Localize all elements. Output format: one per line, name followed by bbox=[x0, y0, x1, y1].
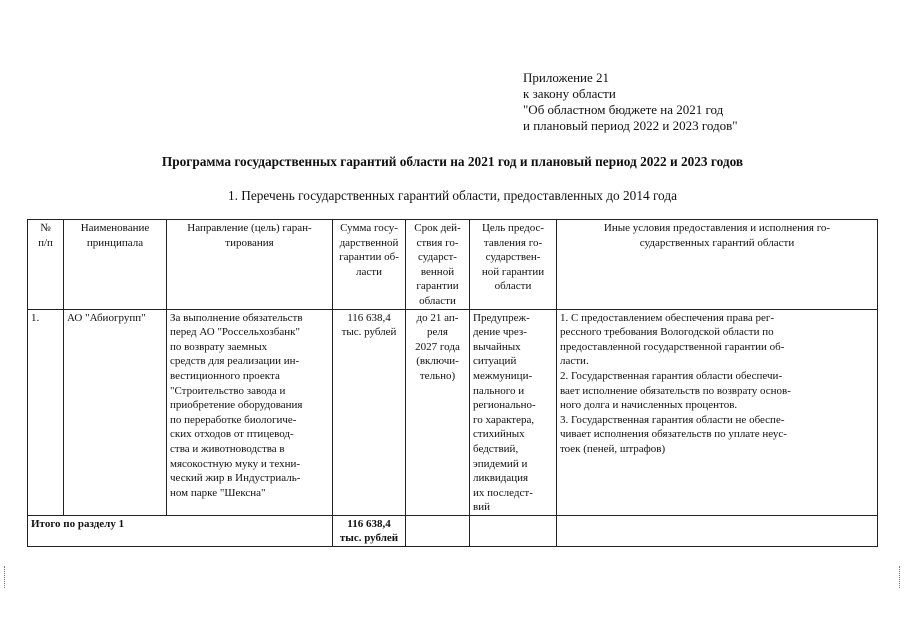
table-total-row bbox=[28, 515, 878, 546]
total-empty-cell bbox=[470, 515, 557, 546]
table-header-row bbox=[28, 220, 878, 310]
scan-margin-mark bbox=[4, 566, 6, 588]
row-principal: АО "Абиогрупп" bbox=[64, 309, 167, 515]
header-cell-principal: Наименование принципала bbox=[64, 220, 167, 310]
header-cell-purpose: Цель предос- тавления го- сударствен- ной гарантии области bbox=[470, 220, 557, 310]
guarantees-table bbox=[27, 219, 878, 547]
table-row bbox=[28, 309, 878, 515]
header-cell-amount: Сумма госу- дарственной гарантии об- ласти bbox=[333, 220, 406, 310]
row-purpose: Предупреж- дение чрез- вычайных ситуаций межмуници- пального и регионально- го характера, стихийных бедствий, эпидемий и ликвидация их последст- вий bbox=[470, 309, 557, 515]
appendix-line: к закону области bbox=[523, 86, 616, 101]
scan-margin-mark bbox=[899, 566, 901, 588]
row-conditions: 1. С предоставлением обеспечения права рег- рессного требования Вологодской области по предоставленной государственной гарантии об- ласти. 2. Государственная гарантия области обеспечи- вает исполнение обязательств по возврату основ- ного долга и начисленных процентов. 3. Государственная гарантия области не обеспе- чивает исполнения обязательств по уплате неус- тоек (пеней, штрафов) bbox=[557, 309, 878, 515]
appendix-block bbox=[523, 70, 738, 134]
header-cell-direction: Направление (цель) гаран- тирования bbox=[167, 220, 333, 310]
total-empty-cell bbox=[557, 515, 878, 546]
header-cell-term: Срок дей- ствия го- сударст- венной гарантии области bbox=[406, 220, 470, 310]
appendix-line: Приложение 21 bbox=[523, 70, 610, 85]
total-empty-cell bbox=[406, 515, 470, 546]
header-cell-conditions: Иные условия предоставления и исполнения го- сударственных гарантий области bbox=[557, 220, 878, 310]
row-number: 1. bbox=[28, 309, 64, 515]
appendix-line: и плановый период 2022 и 2023 годов" bbox=[523, 118, 738, 133]
row-term: до 21 ап- реля 2027 года (включи- тельно) bbox=[406, 309, 470, 515]
total-amount: 116 638,4 тыс. рублей bbox=[333, 515, 406, 546]
section-title: 1. Перечень государственных гарантий области, предоставленных до 2014 года bbox=[227, 188, 677, 203]
row-amount: 116 638,4 тыс. рублей bbox=[333, 309, 406, 515]
appendix-line: "Об областном бюджете на 2021 год bbox=[523, 102, 724, 117]
header-cell-number: № п/п bbox=[28, 220, 64, 310]
row-direction: За выполнение обязательств перед АО "Россельхозбанк" по возврату заемных средств для реализации ин- вестиционного проекта "Строительство завода и приобретение оборудования по переработке биологиче- ских отходов от птицевод- ства и животноводства в мясокостную муку и техни- ческий жир в Индустриаль- ном парке "Шексна" bbox=[167, 309, 333, 515]
document-title: Программа государственных гарантий области на 2021 год и плановый период 2022 и 2023 годов bbox=[161, 154, 744, 169]
total-label: Итого по разделу 1 bbox=[28, 515, 333, 546]
